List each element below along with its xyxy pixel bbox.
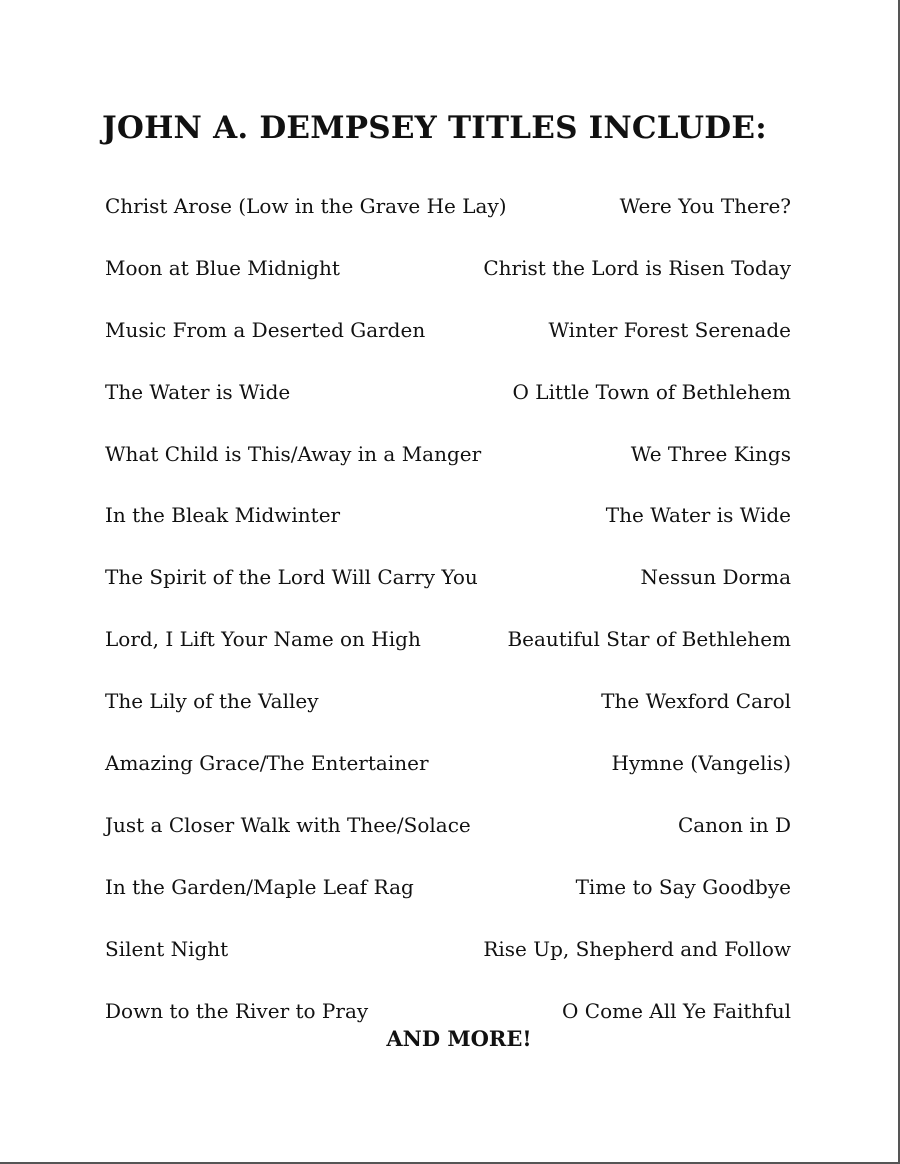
title-row: [105, 559, 791, 621]
title-left: Amazing Grace/The Entertainer: [105, 751, 429, 776]
title-row: [105, 436, 791, 498]
title-row: [105, 621, 791, 683]
title-row: [105, 869, 791, 931]
title-right: Were You There?: [619, 194, 791, 218]
title-left: Music From a Deserted Garden: [105, 317, 426, 342]
title-right: Nessun Dorma: [640, 565, 791, 590]
title-left: Christ Arose (Low in the Grave He Lay): [105, 194, 507, 218]
title-row: [105, 745, 791, 807]
title-row: [105, 374, 791, 436]
title-left: Moon at Blue Midnight: [105, 255, 340, 280]
title-right: The Wexford Carol: [601, 689, 791, 714]
title-left: Lord, I Lift Your Name on High: [105, 627, 421, 652]
page-title: JOHN A. DEMPSEY TITLES INCLUDE:: [102, 110, 767, 146]
title-left: Just a Closer Walk with Thee/Solace: [105, 812, 471, 837]
title-right: Christ the Lord is Risen Today: [483, 255, 791, 280]
title-right: Time to Say Goodbye: [575, 874, 791, 899]
title-left: In the Bleak Midwinter: [105, 503, 341, 528]
title-right: Beautiful Star of Bethlehem: [507, 627, 791, 652]
title-right: O Little Town of Bethlehem: [512, 379, 791, 404]
title-right: Canon in D: [677, 812, 791, 837]
title-left: The Lily of the Valley: [105, 689, 319, 714]
title-right: We Three Kings: [630, 441, 791, 466]
title-row: [105, 807, 791, 869]
title-row: [105, 188, 791, 250]
title-row: [105, 312, 791, 374]
title-right: Rise Up, Shepherd and Follow: [483, 936, 791, 961]
titles-list: [105, 188, 791, 1054]
title-row: [105, 250, 791, 312]
title-right: O Come All Ye Faithful: [562, 998, 791, 1023]
title-right: The Water is Wide: [605, 503, 791, 528]
title-left: The Spirit of the Lord Will Carry You: [105, 565, 478, 590]
title-row: [105, 497, 791, 559]
title-left: The Water is Wide: [105, 379, 291, 404]
title-row: [105, 683, 791, 745]
title-right: Hymne (Vangelis): [611, 751, 791, 776]
and-more-footer: AND MORE!: [386, 1026, 532, 1051]
title-right: Winter Forest Serenade: [548, 317, 791, 342]
title-left: Silent Night: [105, 936, 229, 961]
title-row: [105, 931, 791, 993]
title-left: Down to the River to Pray: [105, 998, 369, 1023]
title-left: In the Garden/Maple Leaf Rag: [105, 874, 414, 899]
title-left: What Child is This/Away in a Manger: [105, 441, 482, 466]
